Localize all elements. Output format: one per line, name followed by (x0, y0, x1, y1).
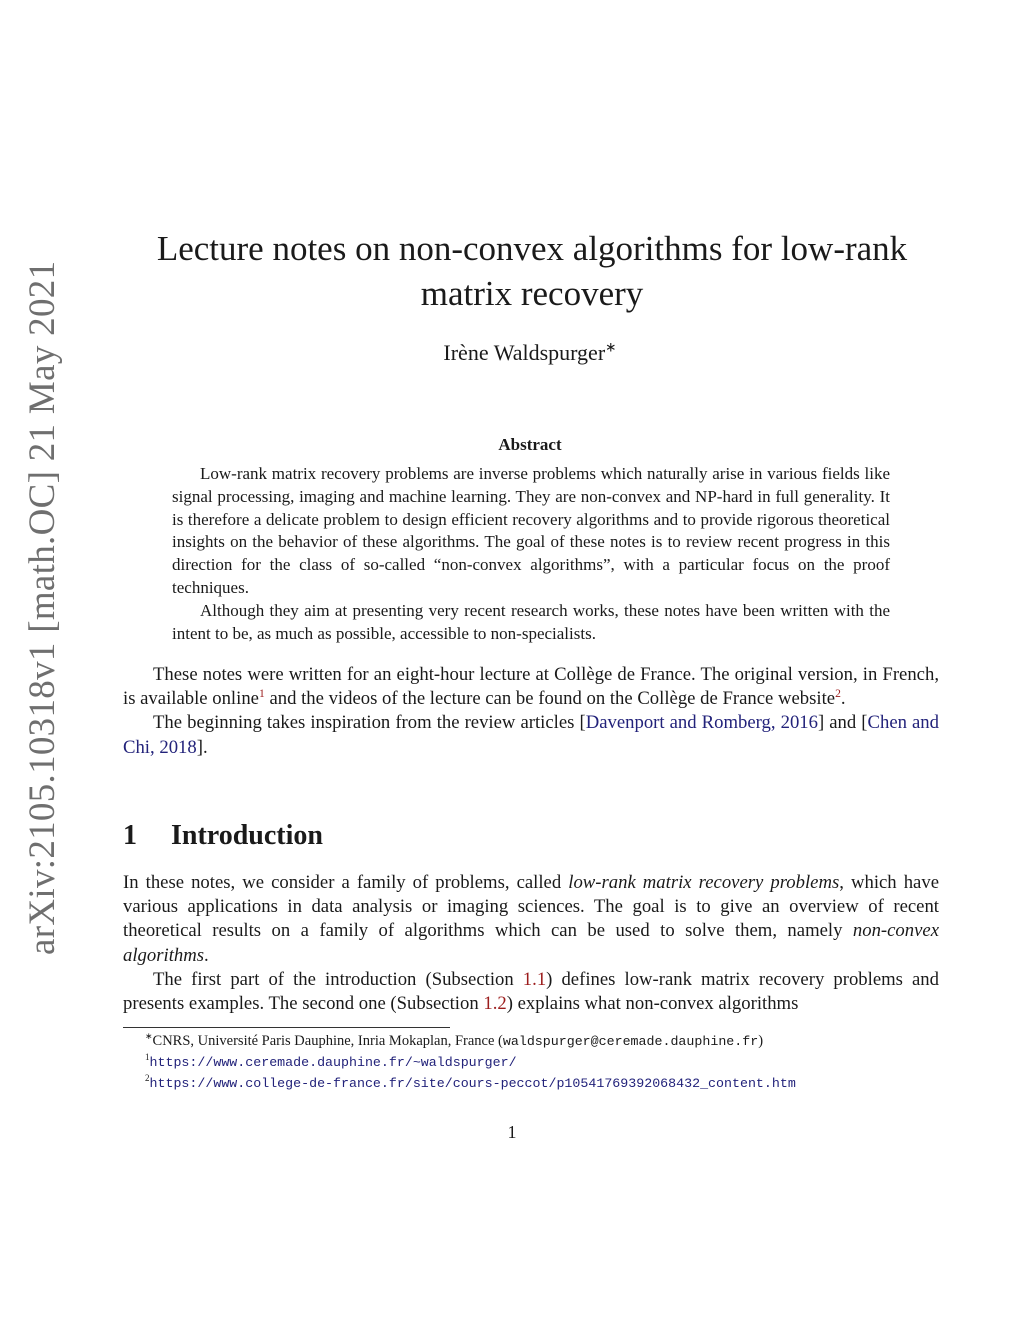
intro-text: The first part of the introduction (Subsection (153, 968, 523, 990)
footnote-text: ) (758, 1033, 764, 1049)
footnote-divider (123, 1027, 450, 1028)
intro-text: ) defines low-rank matrix recovery problems and presents examples. The second one (Subsection (123, 968, 939, 1015)
title-line-1: Lecture notes on non-convex algorithms for low-rank (156, 229, 908, 268)
author-footnote-mark[interactable]: ∗ (605, 339, 617, 355)
citation-year: 2016 (780, 712, 818, 734)
citation-year: 2018 (159, 736, 197, 758)
preface-text: The beginning takes inspiration from the review articles [ (153, 712, 586, 734)
preface-paragraph-1 (123, 663, 939, 711)
subsection-link-1-1[interactable]: 1.1 (522, 968, 547, 990)
footnote-2 (123, 1073, 943, 1094)
preface-text: and the videos of the lecture can be found on the Collège de France website (264, 688, 836, 710)
citation-authors: Chen and Chi (123, 712, 939, 758)
intro-emphasis: non-convex algorithms (123, 920, 939, 966)
footnote-affiliation (123, 1031, 943, 1052)
abstract-body (172, 463, 890, 645)
intro-paragraph-1 (123, 871, 939, 968)
intro-emphasis: low-rank matrix recovery problems (568, 872, 840, 893)
footnotes (123, 1031, 943, 1094)
section-number: 1 (123, 820, 137, 851)
footnote-1-url[interactable]: https://www.ceremade.dauphine.fr/~waldspurger/ (149, 1055, 517, 1070)
title-line-2: matrix recovery (420, 274, 644, 313)
author-email[interactable]: waldspurger@ceremade.dauphine.fr (502, 1034, 759, 1049)
section-heading (123, 816, 723, 856)
footnote-link-2[interactable]: 2 (835, 686, 841, 700)
footnote-2-url[interactable]: https://www.college-de-france.fr/site/cours-peccot/p10541769392068432_content.htm (149, 1076, 796, 1091)
citation-chen-chi[interactable]: Chen and Chi, 2018 (123, 712, 939, 758)
footnote-link-1[interactable]: 1 (258, 686, 265, 700)
preface-text: ] and [ (817, 712, 868, 734)
abstract-paragraph-2: Although they aim at presenting very recent research works, these notes have been written with the intent to be, as much as possible, accessible to non-specialists. (172, 600, 890, 643)
intro-text: In these notes, we consider a family of problems, called (123, 872, 569, 893)
preface-text: These notes were written for an eight-hour lecture at Collège de France. The original version, in French, is available online (123, 664, 939, 710)
abstract-paragraph-1: Low-rank matrix recovery problems are inverse problems which naturally arise in various fields like signal processing, imaging and machine learning. They are non-convex and NP-hard in full generality. It is therefore a delicate problem to design efficient recovery algorithms and to provide rigorous theoretical insights on the behavior of these algorithms. The goal of these notes is to review recent progress in this direction for the class of so-called “non-convex algorithms”, with a particular focus on the proof techniques. (172, 464, 890, 597)
page-number: 1 (507, 1122, 517, 1142)
author-name: Irène Waldspurger (443, 340, 606, 365)
footnote-text: CNRS, Université Paris Dauphine, Inria Mokaplan, France ( (152, 1033, 503, 1049)
intro-paragraph-2 (123, 968, 939, 1016)
intro-text: , which have various applications in data analysis or imaging sciences. The goal is to give an overview of recent theoretical results on a family of algorithms which can be used to solve them, namely (123, 872, 939, 942)
arxiv-side-label: arXiv:2105.10318v1 [math.OC] 21 May 2021 (22, 260, 63, 955)
footnote-mark: 2 (145, 1073, 150, 1084)
author-line (330, 338, 730, 368)
preface-text: . (840, 688, 846, 710)
footnote-mark: 1 (145, 1052, 150, 1063)
citation-davenport-romberg[interactable]: Davenport and Romberg, 2016 (585, 712, 818, 734)
footnote-1 (123, 1052, 943, 1073)
subsection-link-1-2[interactable]: 1.2 (483, 993, 507, 1015)
section-title: Introduction (171, 820, 323, 851)
abstract-heading: Abstract (498, 435, 562, 454)
intro-text: ) explains what non-convex algorithms (506, 993, 799, 1015)
preface-paragraph-2 (123, 711, 939, 759)
introduction-body (123, 871, 939, 1016)
citation-authors: Davenport and Romberg (585, 712, 771, 734)
preface-text: ]. (196, 736, 208, 758)
footnote-mark: ∗ (145, 1031, 153, 1042)
intro-text: . (204, 944, 209, 966)
paper-title (140, 226, 924, 316)
preface (123, 663, 939, 760)
